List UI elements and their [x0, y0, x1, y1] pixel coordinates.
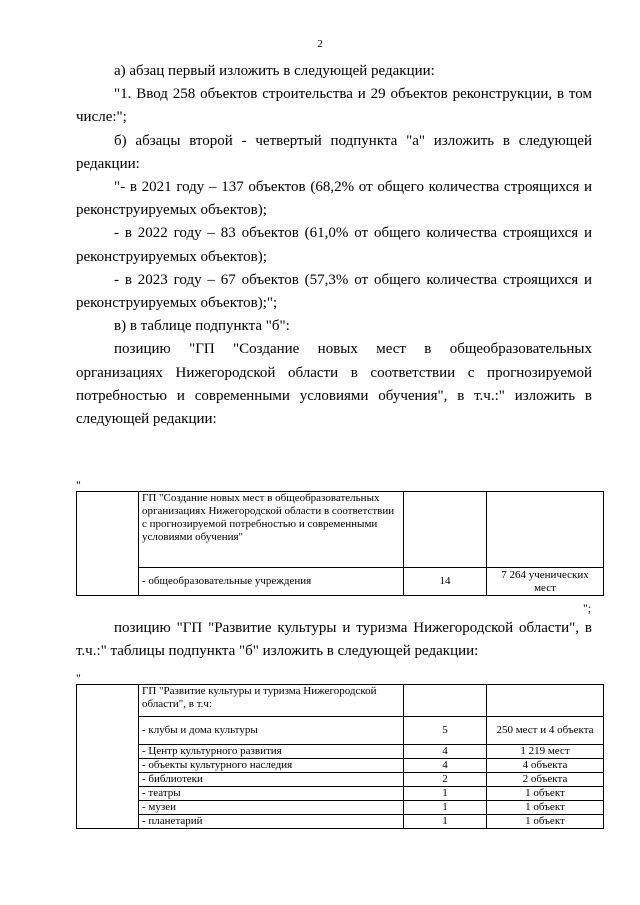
paragraph-position-1: позицию "ГП "Создание новых мест в общеобразовательных организациях Нижегородской области в соответствии с прогнозируемой потребностью и современными условиями обучения", в т.ч.:" изложить в следующей редакции:: [76, 341, 592, 428]
table-cell-empty: [404, 685, 487, 717]
table-row: [77, 759, 604, 773]
table-education: [76, 491, 604, 596]
table-cell-empty: [487, 685, 604, 717]
table-cell-name: - общеобразовательные учреждения: [139, 568, 404, 596]
paragraph-a-text: "1. Ввод 258 объектов строительства и 29 объектов реконструкции, в том числе:";: [76, 86, 592, 126]
table-cell-result: 2 объекта: [487, 773, 604, 787]
table-cell-count: 14: [404, 568, 487, 596]
table-cell-result: 1 объект: [487, 801, 604, 815]
table-cell-empty: [77, 685, 139, 829]
paragraph-a: а) абзац первый изложить в следующей редакции:: [114, 63, 435, 79]
table-culture: [76, 684, 604, 829]
paragraph-c: в) в таблице подпункта "б":: [114, 318, 290, 335]
table-row: [77, 685, 604, 717]
table-cell-result: 1 объект: [487, 815, 604, 829]
amendment-text-2: [76, 617, 592, 663]
table-row: [77, 745, 604, 759]
table-row: [77, 787, 604, 801]
close-quote-1: ";: [583, 601, 592, 615]
page-number: 2: [317, 38, 323, 50]
table-cell-name: - клубы и дома культуры: [139, 717, 404, 745]
table-cell-name: - Центр культурного развития: [139, 745, 404, 759]
open-quote-2: ": [76, 671, 81, 685]
table-cell-name: - театры: [139, 787, 404, 801]
table-cell-empty: [487, 492, 604, 568]
table-cell-name: - объекты культурного наследия: [139, 759, 404, 773]
table-cell-count: 4: [404, 745, 487, 759]
paragraph-b: б) абзацы второй - четвертый подпункта "а" изложить в следующей редакции:: [76, 132, 592, 172]
table-cell-count: 1: [404, 801, 487, 815]
paragraph-2022: - в 2022 году – 83 объектов (61,0% от общего количества строящихся и реконструируемых объектов);: [76, 225, 592, 265]
table-cell-count: 4: [404, 759, 487, 773]
table-cell-result: 1 219 мест: [487, 745, 604, 759]
table-cell-count: 2: [404, 773, 487, 787]
table-row: [77, 492, 604, 568]
table-cell-name: - планетарий: [139, 815, 404, 829]
table-cell-count: 1: [404, 787, 487, 801]
table-row: [77, 717, 604, 745]
table-cell-result: 1 объект: [487, 787, 604, 801]
table-cell-name: - библиотеки: [139, 773, 404, 787]
table-cell-result: 4 объекта: [487, 759, 604, 773]
amendment-text: [76, 60, 592, 431]
table-cell-name: - музеи: [139, 801, 404, 815]
table-cell-count: 5: [404, 717, 487, 745]
table-cell-result: 7 264 ученических мест: [487, 568, 604, 596]
table-row: [77, 568, 604, 596]
table-row: [77, 773, 604, 787]
table-row: [77, 815, 604, 829]
paragraph-position-2: позицию "ГП "Развитие культуры и туризма Нижегородской области", в т.ч.:" таблицы подпункта "б" изложить в следующей редакции:: [76, 620, 592, 660]
table-cell-empty: [404, 492, 487, 568]
paragraph-2023: - в 2023 году – 67 объектов (57,3% от общего количества строящихся и реконструируемых объектов);";: [76, 271, 592, 312]
table-cell-result: 250 мест и 4 объекта: [487, 717, 604, 745]
table-row: [77, 801, 604, 815]
paragraph-2021: "- в 2021 году – 137 объектов (68,2% от общего количества строящихся и реконструируемых объектов);: [76, 179, 592, 219]
table-header-name: ГП "Создание новых мест в общеобразовательных организациях Нижегородской области в соответствии с прогнозируемой потребностью и современными условиями обучения": [139, 492, 404, 568]
table-cell-count: 1: [404, 815, 487, 829]
open-quote-1: ": [76, 478, 81, 492]
table-header-name: ГП "Развитие культуры и туризма Нижегородской области", в т.ч:: [139, 685, 404, 717]
table-cell-empty: [77, 492, 139, 596]
